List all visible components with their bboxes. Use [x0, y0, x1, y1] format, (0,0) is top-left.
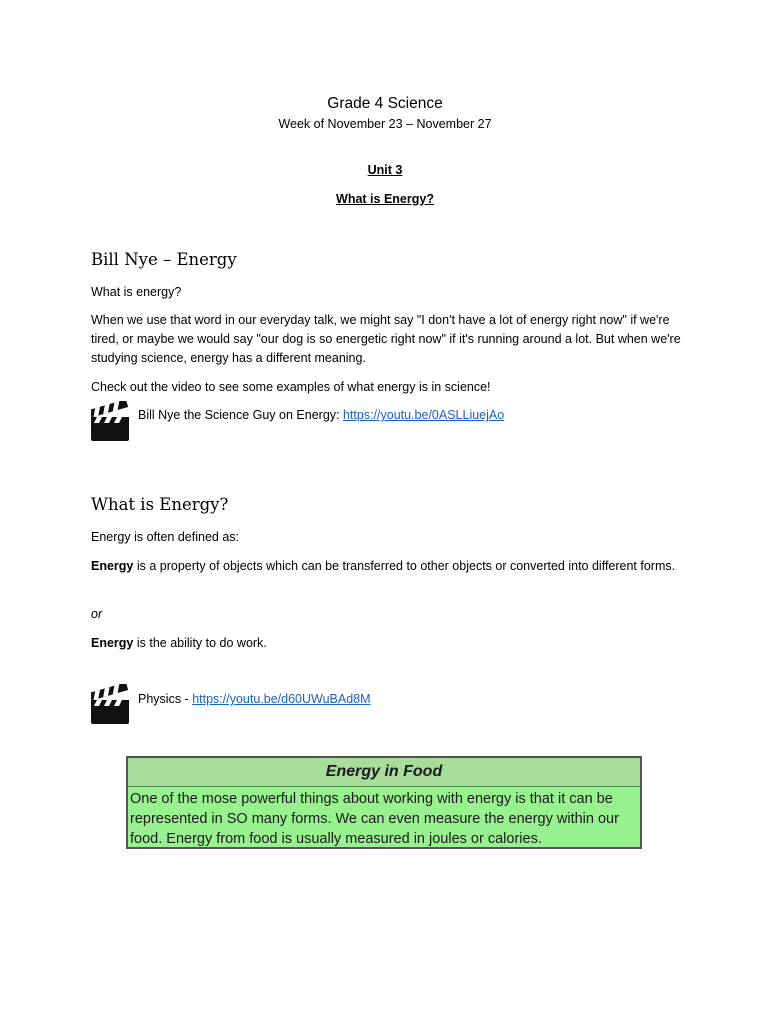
clapperboard-icon [91, 401, 129, 441]
definition-1 [91, 557, 681, 576]
section-heading-what-is-energy: What is Energy? [91, 495, 229, 514]
callout-body: One of the mose powerful things about working with energy is that it can be represented in SO many forms. We can even measure the energy within our food. Energy from food is usually measured in joules or calories. [130, 791, 619, 847]
page-title: Grade 4 Science [327, 95, 443, 112]
physics-video-link[interactable]: https://youtu.be/d60UWuBAd8M [192, 692, 371, 706]
definition-2-term: Energy [91, 636, 134, 650]
video-label-physics: Physics - [138, 692, 193, 706]
or-separator: or [91, 607, 103, 621]
video-line-physics [138, 692, 371, 706]
definition-2-text: is the ability to do work. [133, 636, 267, 650]
question-text: What is energy? [91, 285, 182, 299]
definition-intro: Energy is often defined as: [91, 530, 240, 544]
video-cta: Check out the video to see some examples of what energy is in science! [91, 380, 491, 394]
definition-1-term: Energy [91, 559, 134, 573]
video-label-bill-nye: Bill Nye the Science Guy on Energy: [138, 408, 343, 422]
unit-label: Unit 3 [367, 163, 403, 177]
clapperboard-icon [91, 684, 129, 724]
definition-1-text: is a property of objects which can be transferred to other objects or converted into different forms. [133, 559, 676, 573]
definition-2 [91, 634, 681, 653]
intro-paragraph: When we use that word in our everyday talk, we might say "I don't have a lot of energy right now" if we're tired, or maybe we would say "our dog is so energetic right now" if it's running around a lot. But when we're studying science, energy has a different meaning. [91, 313, 681, 365]
bill-nye-video-link[interactable]: https://youtu.be/0ASLLiuejAo [342, 408, 505, 422]
section-heading-bill-nye: Bill Nye – Energy [91, 250, 237, 269]
energy-in-food-callout [126, 756, 642, 849]
callout-title: Energy in Food [128, 758, 640, 787]
video-line-bill-nye [138, 408, 504, 422]
unit-topic: What is Energy? [336, 192, 434, 206]
week-range: Week of November 23 – November 27 [278, 117, 492, 131]
